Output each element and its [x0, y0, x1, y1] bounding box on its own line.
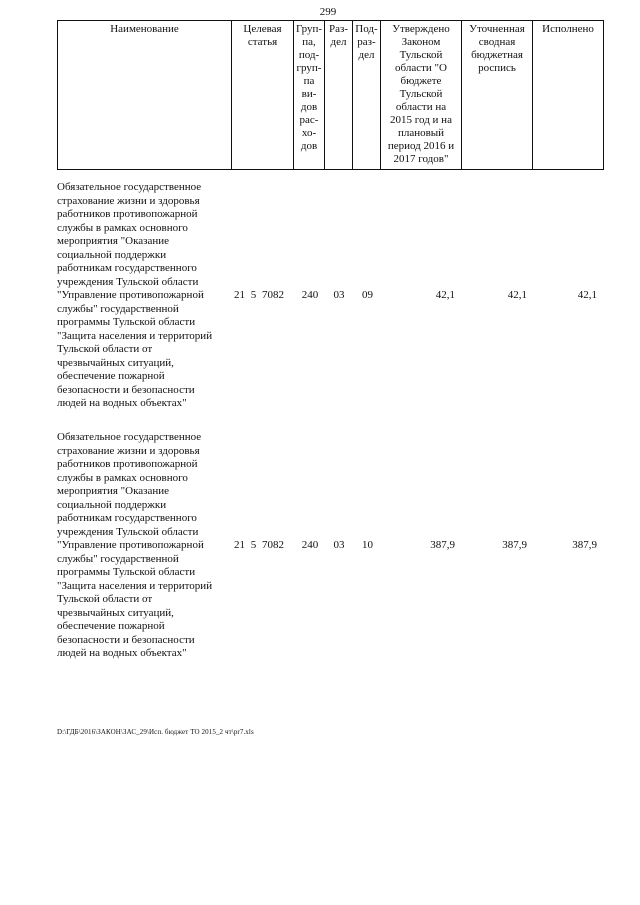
column-header-target-article: Целевая статья	[232, 21, 294, 170]
row-expense-group: 240	[301, 539, 319, 551]
column-header-refined-budget: Уточненная сводная бюджетная роспись	[462, 21, 533, 170]
budget-table-header	[57, 20, 604, 170]
row-section: 03	[333, 289, 345, 301]
column-header-name: Наименование	[58, 21, 232, 170]
row-approved: 387,9	[430, 539, 455, 551]
footer-file-path: D:\ГДБ\2016\ЗАКОН\ЗАС_29\Исп. бюджет ТО 2015_2 чт\pr7.xls	[57, 728, 254, 736]
row-expense-group: 240	[301, 289, 319, 301]
row-target-article: 21 5 7082	[234, 289, 284, 301]
row-section: 03	[333, 539, 345, 551]
row-name: Обязательное государственное страхование жизни и здоровья работников противопожарной службы в рамках основного мероприятия "Оказание социальной поддержки работникам государственного учреждения Тульской области "Управление противопожарной службы" государственной программы Тульской области "Защита населения и территорий Тульской области от чрезвычайных ситуаций, обеспечение пожарной безопасности и безопасности людей на водных объектах"	[57, 431, 213, 659]
column-header-subsection: Под- раз- дел	[353, 21, 381, 170]
column-header-executed: Исполнено	[533, 21, 604, 170]
row-refined: 387,9	[502, 539, 527, 551]
row-target-article: 21 5 7082	[234, 539, 284, 551]
row-subsection: 10	[362, 539, 373, 551]
column-header-section: Раз- дел	[325, 21, 353, 170]
column-header-approved: Утверждено Законом Тульской области "О бюджете Тульской области на 2015 год и на плановый период 2016 и 2017 годов"	[381, 21, 462, 170]
column-header-expense-group: Груп- па, под- груп- па ви- дов рас- хо- дов	[294, 21, 325, 170]
page-number: 299	[319, 6, 337, 18]
row-subsection: 09	[362, 289, 373, 301]
row-executed: 387,9	[572, 539, 597, 551]
row-name: Обязательное государственное страхование жизни и здоровья работников противопожарной службы в рамках основного мероприятия "Оказание социальной поддержки работникам государственного учреждения Тульской области "Управление противопожарной службы" государственной программы Тульской области "Защита населения и территорий Тульской области от чрезвычайных ситуаций, обеспечение пожарной безопасности и безопасности людей на водных объектах"	[57, 181, 213, 409]
row-refined: 42,1	[507, 289, 527, 301]
row-executed: 42,1	[577, 289, 597, 301]
row-approved: 42,1	[435, 289, 455, 301]
